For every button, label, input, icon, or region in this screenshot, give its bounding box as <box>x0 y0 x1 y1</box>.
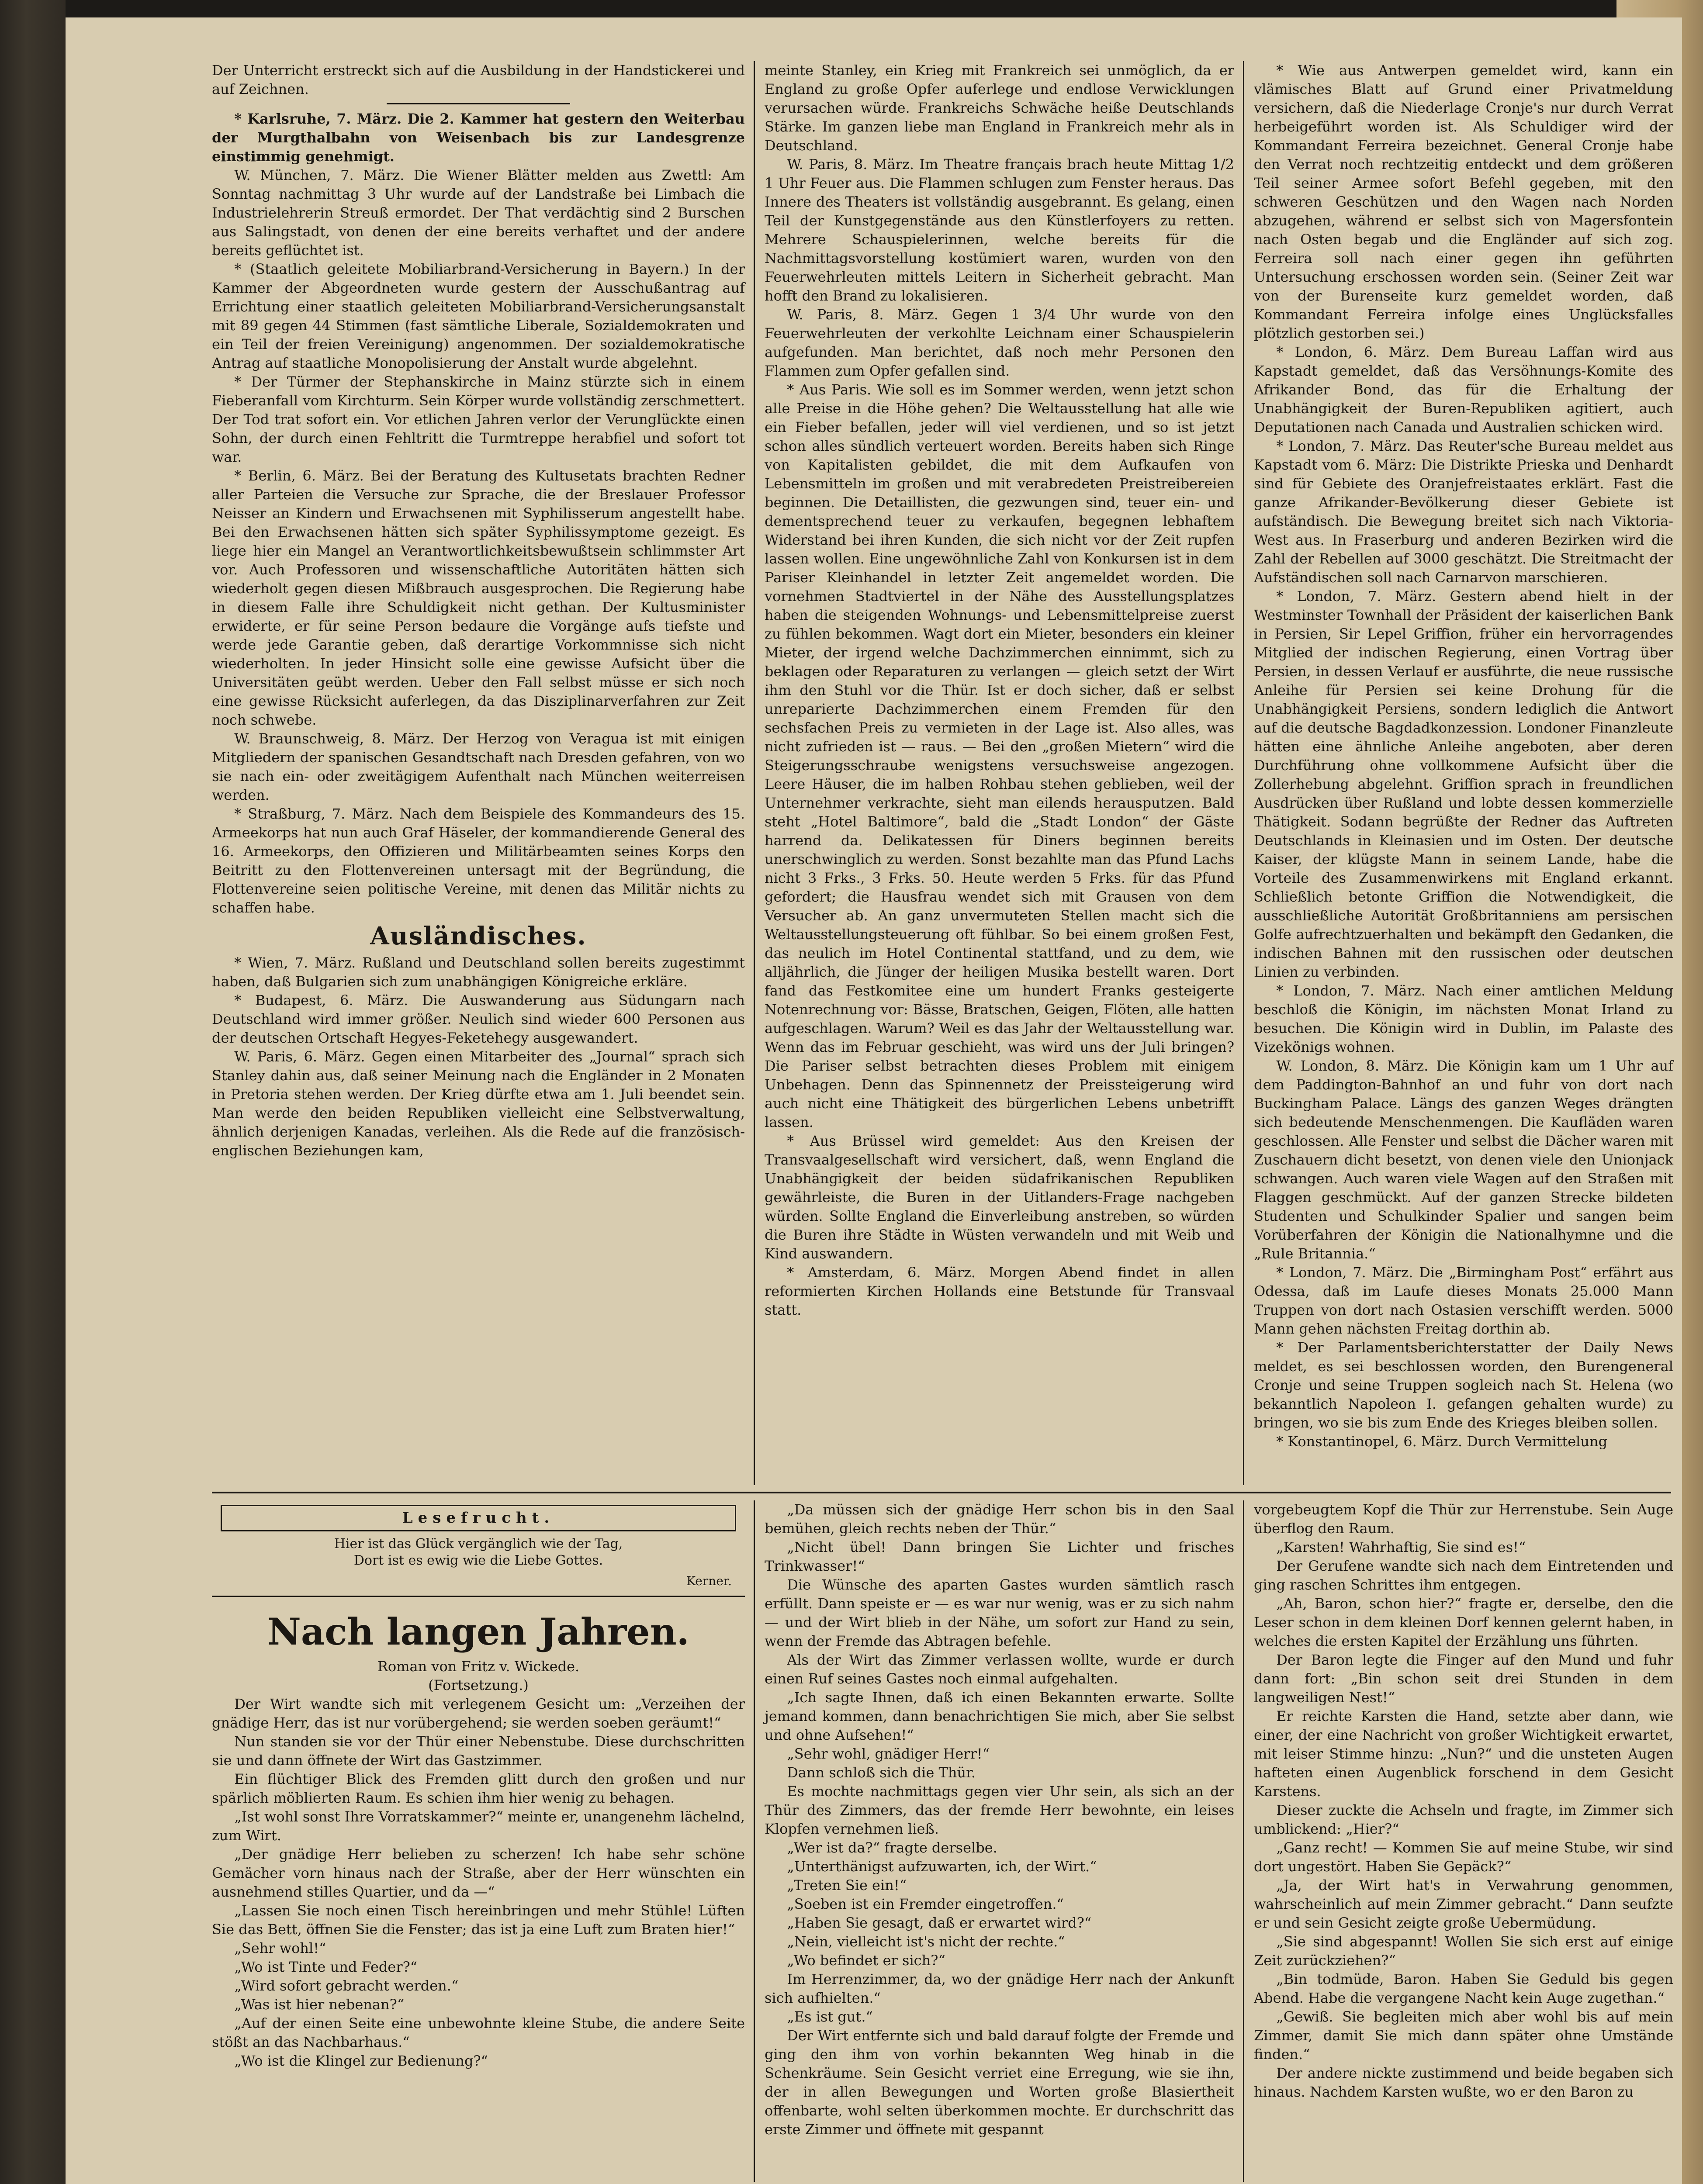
column-divider <box>1243 61 1244 1485</box>
paragraph: „Der gnädige Herr belieben zu scherzen! Ich habe sehr schöne Gemächer vorn hinaus nach der Straße, aber der Herr wünschten ein ausnehmend stilles Quartier, und da —“ <box>212 1846 745 1900</box>
feuilleton-column-2 <box>765 1500 1234 2139</box>
article: W. Braunschweig, 8. März. Der Herzog von Veragua ist mit einigen Mitgliedern der spanischen Gesandtschaft nach Dresden gefahren, von wo sie nach ein- oder zweitägigem Aufenthalt nach München weiterreisen werden. <box>212 730 745 803</box>
paragraph: Dieser zuckte die Achseln und fragte, im Zimmer sich umblickend: „Hier?“ <box>1254 1802 1673 1837</box>
paragraph: „Treten Sie ein!“ <box>787 1877 907 1894</box>
paragraph: Der Baron legte die Finger auf den Mund und fuhr dann fort: „Bin schon seit drei Stunden in dem langweiligen Nest!“ <box>1254 1652 1673 1706</box>
paragraph: Dann schloß sich die Thür. <box>787 1764 976 1781</box>
article: W. London, 8. März. Die Königin kam um 1 Uhr auf dem Paddington-Bahnhof an und fuhr von dort nach Buckingham Palace. Längs des ganzen Weges drängten sich bedeutende Menschenmengen. Die Kaufläden waren geschlossen. Alle Fenster und selbst die Dächer waren mit Zuschauern dicht besetzt, von denen viele den Unionjack schwangen. Auch waren viele Wagen auf den Straßen mit Flaggen geschmückt. Auf der ganzen Strecke bildeten Studenten und Schulkinder Spalier und sangen beim Vorüberfahren der Königin die Nationalhymne und die „Rule Britannia.“ <box>1254 1057 1673 1262</box>
paragraph: Der Wirt wandte sich mit verlegenem Gesicht um: „Verzeihen der gnädige Herr, das ist nur vorübergehend; sie werden soeben geräumt!“ <box>212 1696 745 1731</box>
short-rule <box>387 103 570 104</box>
article: * London, 7. März. Gestern abend hielt in der Westminster Townhall der Präsident der kaiserlichen Bank in Persien, Sir Lepel Griffion, früher ein hervorragendes Mitglied der indischen Regierung, einen Vortrag über Persien, in dessen Verlauf er ausführte, die neue russische Anleihe für Persien sei keine Drohung für die Unabhängigkeit Persiens, sondern lediglich die Antwort auf die deutsche Bagdadkonzession. Londoner Finanzleute hätten eine ähnliche Anleihe angeboten, aber deren Durchführung ohne vollkommene Aufsicht über die Zollerhebung abgelehnt. Griffion sprach in freundlichen Ausdrücken über Rußland und lobte dessen kommerzielle Thätigkeit. Sodann begrüßte der Redner das Auftreten Deutschlands in Kleinasien und im Osten. Der deutsche Kaiser, der klügste Mann in seinem Lande, habe die Vorteile des Zusammenwirkens mit England erkannt. Schließlich betonte Griffion die Notwendigkeit, die ausschließliche Autorität Großbritanniens am persischen Golfe aufrechtzuerhalten und bekämpft den Gedanken, die indischen Bahnen mit den russischen oder deutschen Linien zu verbinden. <box>1254 588 1673 980</box>
paragraph: „Ist wohl sonst Ihre Vorratskammer?“ meinte er, unangenehm lächelnd, zum Wirt. <box>212 1808 745 1844</box>
novel-title: Nach langen Jahren. <box>267 1610 689 1653</box>
novel-continuation: (Fortsetzung.) <box>428 1677 529 1693</box>
book-binding <box>0 0 66 2184</box>
article: * Berlin, 6. März. Bei der Beratung des Kultusetats brachten Redner aller Parteien die Versuche zur Sprache, die der Breslauer Professor Neisser an Kindern und Erwachsenen mit Syphilisserum angestellt habe. Bei den Erwachsenen hätten sich später Syphilissymptome gezeigt. Es liege hier ein Mangel an Verantwortlichkeitsbewußtsein schlimmster Art vor. Auch Professoren und wissenschaftliche Autoritäten hätten sich wiederholt gegen diesen Mißbrauch ausgesprochen. Die Regierung habe in diesem Falle ihre Schuldigkeit nicht gethan. Der Kultusminister erwiderte, er für seine Person bedaure die Vorgänge aufs tiefste und werde jede Garantie geben, daß derartige Vorkommnisse sich nicht wiederholten. In jeder Hinsicht solle eine gewisse Aufsicht über die Universitäten geübt werden. Ueber den Fall selbst müsse er sich noch eine gewisse Rücksicht auferlegen, da das Disziplinarverfahren zur Zeit noch schwebe. <box>212 467 745 728</box>
article: * Der Türmer der Stephanskirche in Mainz stürzte sich in einem Fieberanfall vom Kirchturm. Sein Körper wurde vollständig zerschmettert. Der Tod trat sofort ein. Vor etlichen Jahren verlor der Verunglückte einen Sohn, der durch einen Fehltritt die Turmtreppe herabfiel und sofort tot war. <box>212 373 745 465</box>
paragraph: „Nicht übel! Dann bringen Sie Lichter und frisches Trinkwasser!“ <box>765 1539 1234 1574</box>
article: * London, 7. März. Die „Birmingham Post“ erfährt aus Odessa, daß im Laufe dieses Monats 25.000 Mann Truppen von dort nach Ostasien verschifft werden. 5000 Mann gehen nächsten Freitag dorthin ab. <box>1254 1264 1673 1337</box>
article: * London, 7. März. Das Reuter'sche Bureau meldet aus Kapstadt vom 6. März: Die Distrikte Prieska und Denhardt sind für Gebiete des Oranjefreistaates erklärt. Fast die ganze Afrikander-Bevölkerung dieser Gebiete ist aufständisch. Die Bewegung breitet sich nach Viktoria-West aus. In Fraserburg und anderen Bezirken wird die Zahl der Rebellen auf 3000 geschätzt. Die Streitmacht der Aufständischen soll nach Carnarvon marschieren. <box>1254 438 1673 586</box>
column-3 <box>1254 61 1673 1451</box>
article: * Budapest, 6. März. Die Auswanderung aus Südungarn nach Deutschland wird immer größer. Neulich sind wieder 600 Personen aus der deutschen Ortschaft Hegyes-Feketehegy ausgewandert. <box>212 992 745 1046</box>
paragraph: Es mochte nachmittags gegen vier Uhr sein, als sich an der Thür des Zimmers, das der fremde Herr bewohnte, ein leises Klopfen vernehmen ließ. <box>765 1783 1234 1837</box>
paragraph: „Ganz recht! — Kommen Sie auf meine Stube, wir sind dort ungestört. Haben Sie Gepäck?“ <box>1254 1839 1673 1875</box>
paragraph: „Sie sind abgespannt! Wollen Sie sich erst auf einige Zeit zurückziehen?“ <box>1254 1933 1673 1969</box>
article: * Aus Paris. Wie soll es im Sommer werden, wenn jetzt schon alle Preise in die Höhe gehen? Die Weltausstellung hat alle wie ein Fieber befallen, jeder will viel verdienen, und so ist jetzt schon alles sündlich verteuert worden. Bereits haben sich Ringe von Kapitalisten gebildet, die mit dem Aufkaufen von Lebensmitteln im großen und mit verabredeten Preistreibereien beginnen. Die Detaillisten, die gezwungen sind, teuer ein- und dementsprechend teuer zu verkaufen, begegnen lebhaftem Widerstand bei ihren Kunden, die sich nicht vor der Zeit rupfen lassen wollen. Eine ungewöhnliche Zahl von Konkursen ist in dem Pariser Kleinhandel in letzter Zeit angemeldet worden. Die vornehmen Stadtviertel in der Nähe des Ausstellungsplatzes haben die steigenden Wohnungs- und Lebensmittelpreise zuerst zu fühlen bekommen. Wagt dort ein Mieter, besonders ein kleiner Mieter, der irgend welche Dachzimmerchen einnimmt, sich zu beklagen oder Reparaturen zu verlangen — gleich setzt der Wirt ihm den Stuhl vor die Thür. Ist er doch sicher, daß er selbst unreparierte Dachzimmerchen einem Fremden für den sechsfachen Preis zu vermieten in der Lage ist. Also alles, was nicht zufrieden ist — raus. — Bei den „großen Mietern“ wird die Steigerungsschraube wenigstens versuchsweise angezogen. Leere Häuser, die im halben Rohbau stehen geblieben, weil der Unternehmer verkrachte, sieht man eilends herausputzen. Bald steht „Hotel Baltimore“, bald die „Stadt London“ der Gäste harrend da. Delikatessen für Diners beginnen bereits unerschwinglich zu werden. Sonst bezahlte man das Pfund Lachs nicht 3 Frks., 3 Frks. 50. Heute werden 5 Frks. für das Pfund gefordert; die Hausfrau wendet sich mit Grausen von dem Versucher ab. An ganz unvermuteten Stellen macht sich die Weltausstellungsteuerung oft fühlbar. So bei einem großen Fest, das neulich im Hotel Continental stattfand, und zu dem, wie alljährlich, die Jünger der heiligen Musika bestellt waren. Dort fand das Festkomitee eine um hundert Franks gesteigerte Notenrechnung vor: Bässe, Bratschen, Geigen, Flöten, alle hatten aufgeschlagen. Warum? Weil es das Jahr der Weltausstellung war. Wenn das im Februar geschieht, was wird uns der Juli bringen? Die Pariser selbst betrachten dieses Problem mit einigem Unbehagen. Denn das Spinnennetz der Preissteigerung wird auch nicht eine Thätigkeit des bürgerlichen Lebens unbetrifft lassen. <box>765 381 1234 1130</box>
paragraph: „Wo ist Tinte und Feder?“ <box>234 1959 418 1975</box>
paragraph: Als der Wirt das Zimmer verlassen wollte, wurde er durch einen Ruf seines Gastes noch einmal aufgehalten. <box>765 1652 1234 1687</box>
paragraph: „Gewiß. Sie begleiten mich aber wohl bis auf mein Zimmer, damit Sie mich dann später ohne Umstände finden.“ <box>1254 2008 1673 2063</box>
paragraph: „Es ist gut.“ <box>787 2008 873 2025</box>
paragraph: „Wer ist da?“ fragte derselbe. <box>787 1839 997 1856</box>
feuilleton-column-3 <box>1254 1500 1673 2101</box>
article: * London, 6. März. Dem Bureau Laffan wird aus Kapstadt gemeldet, daß das Versöhnungs-Komite des Afrikander Bond, das für die Erhaltung der Unabhängigkeit der Buren-Republiken agitiert, auch Deputationen nach Canada und Australien schicken wird. <box>1254 344 1673 435</box>
column-1-lead: Der Unterricht erstreckt sich auf die Ausbildung in der Handstickerei und auf Zeichnen. <box>212 62 745 97</box>
article: * Konstantinopel, 6. März. Durch Vermittelung <box>1276 1433 1608 1450</box>
column-divider <box>754 1500 755 2182</box>
section-heading: Ausländisches. <box>370 922 587 950</box>
paragraph: „Soeben ist ein Fremder eingetroffen.“ <box>787 1896 1064 1912</box>
paragraph: „Was ist hier nebenan?“ <box>234 1996 405 2013</box>
paragraph: „Bin todmüde, Baron. Haben Sie Geduld bis gegen Abend. Habe die vergangene Nacht kein Auge zugethan.“ <box>1254 1971 1673 2006</box>
paragraph: „Haben Sie gesagt, daß er erwartet wird?“ <box>787 1914 1092 1931</box>
article: * (Staatlich geleitete Mobiliarbrand-Versicherung in Bayern.) In der Kammer der Abgeordneten wurde gestern der Ausschußantrag auf Errichtung einer staatlich geleiteten Mobiliarbrand-Versicherungsanstalt mit 89 gegen 44 Stimmen (fast sämtliche Liberale, Sozialdemokraten und ein Teil der freien Vereinigung) angenommen. Der sozialdemokratische Antrag auf staatliche Monopolisierung der Anstalt wurde abgelehnt. <box>212 261 745 371</box>
quote-author: Kerner. <box>686 1574 732 1588</box>
paragraph: Er reichte Karsten die Hand, setzte aber dann, wie einer, der eine Nachricht von großer Wichtigkeit erwartet, mit leiser Stimme hinzu: „Nun?“ und die unsteten Augen hafteten einen Augenblick forschend in dem Gesicht Karstens. <box>1254 1708 1673 1800</box>
column-1 <box>212 61 745 1160</box>
paragraph: „Ah, Baron, schon hier?“ fragte er, derselbe, den die Leser schon in dem kleinen Dorf kennen gelernt haben, in welches die ersten Kapitel der Erzählung uns führten. <box>1254 1595 1673 1649</box>
quote-line: Hier ist das Glück vergänglich wie der Tag, <box>334 1536 623 1552</box>
paragraph: Der andere nickte zustimmend und beide begaben sich hinaus. Nachdem Karsten wußte, wo er den Baron zu <box>1254 2065 1673 2100</box>
article: W. Paris, 6. März. Gegen einen Mitarbeiter des „Journal“ sprach sich Stanley dahin aus, daß seiner Meinung nach die Engländer in 2 Monaten in Pretoria stehen werden. Der Krieg dürfte etwa am 1. Juli beendet sein. Man werde den beiden Republiken vielleicht eine Selbstverwaltung, ähnlich derjenigen Kanadas, verleihen. Als die Rede auf die französisch-englischen Beziehungen kam, <box>212 1048 745 1159</box>
paragraph: Die Wünsche des aparten Gastes wurden sämtlich rasch erfüllt. Dann speiste er — es war nur wenig, was er zu sich nahm — und der Wirt blieb in der Nähe, um sofort zur Hand zu sein, wenn der Fremde das Abtragen befehle. <box>765 1576 1234 1649</box>
article: * Aus Brüssel wird gemeldet: Aus den Kreisen der Transvaalgesellschaft wird versichert, daß, wenn England die Unabhängigkeit der beiden südafrikanischen Republiken gewährleiste, die Buren in der Uitlanders-Frage nachgeben würden. Sollte England die Einverleibung anstreben, so würden die Buren ihre Städte in Wüsten verwandeln und mit Weib und Kind auswandern. <box>765 1133 1234 1262</box>
article: meinte Stanley, ein Krieg mit Frankreich sei unmöglich, da er England zu große Opfer auferlege und endlose Verwicklungen verursachen würde. Frankreichs Schwäche heiße Deutschlands Stärke. Im ganzen liebe man England in Frankreich mehr als in Deutschland. <box>765 62 1234 154</box>
paragraph: vorgebeugtem Kopf die Thür zur Herrenstube. Sein Auge überflog den Raum. <box>1254 1501 1673 1537</box>
paragraph: „Wo ist die Klingel zur Bedienung?“ <box>234 2053 488 2069</box>
paragraph: „Unterthänigst aufzuwarten, ich, der Wirt.“ <box>787 1858 1097 1875</box>
paragraph: Der Wirt entfernte sich und bald darauf folgte der Fremde und ging den ihm von vorhin bekannten Weg hinab in die Schenkräume. Sein Gesicht verriet eine Erregung, wie sie ihn, der in allen Bewegungen und Worten große Blasiertheit offenbarte, wohl selten überkommen mochte. Er durchschritt das erste Zimmer und öffnete mit gespannt <box>765 2027 1234 2138</box>
article: * Wien, 7. März. Rußland und Deutschland sollen bereits zugestimmt haben, daß Bulgarien sich zum unabhängigen Königreiche erkläre. <box>212 954 745 990</box>
paragraph: „Ja, der Wirt hat's in Verwahrung genommen, wahrscheinlich auf mein Zimmer gebracht.“ Dann seufzte er und sein Gesicht zeigte große Uebermüdung. <box>1254 1877 1673 1931</box>
box-title: Lesefrucht. <box>221 1505 736 1531</box>
article: * Straßburg, 7. März. Nach dem Beispiele des Kommandeurs des 15. Armeekorps hat nun auch Graf Häseler, der kommandierende General des 16. Armeekorps, den Offizieren und Militärbeamten seines Korps den Beitritt zu den Flottenvereinen untersagt mit der Begründung, die Flottenvereine seien politische Vereine, mit denen das Militär nichts zu schaffen habe. <box>212 805 745 916</box>
column-2 <box>765 61 1234 1320</box>
article: * Der Parlamentsberichterstatter der Daily News meldet, es sei beschlossen worden, den Burengeneral Cronje und seine Truppen sogleich nach St. Helena (wo bekanntlich Napoleon I. gefangen gehalten wurde) zu bringen, wo sie bis zum Ende des Krieges bleiben sollen. <box>1254 1339 1673 1431</box>
article: * Amsterdam, 6. März. Morgen Abend findet in allen reformierten Kirchen Hollands eine Betstunde für Transvaal statt. <box>765 1264 1234 1318</box>
article: W. Paris, 8. März. Gegen 1 3/4 Uhr wurde von den Feuerwehrleuten der verkohlte Leichnam einer Schauspielerin aufgefunden. Man berichtet, daß noch mehr Personen den Flammen zum Opfer gefallen sind. <box>765 306 1234 379</box>
novel-subtitle: Roman von Fritz v. Wickede. <box>377 1658 580 1675</box>
paragraph: „Nein, vielleicht ist's nicht der rechte.“ <box>787 1933 1065 1950</box>
paragraph: „Wird sofort gebracht werden.“ <box>234 1977 459 1994</box>
paragraph: Nun standen sie vor der Thür einer Nebenstube. Diese durchschritten sie und dann öffnete der Wirt das Gastzimmer. <box>212 1733 745 1769</box>
column-divider <box>1243 1500 1244 2182</box>
feuilleton-rule <box>212 1492 1671 1493</box>
paragraph: Ein flüchtiger Blick des Fremden glitt durch den großen und nur spärlich möblierten Raum. Es schien ihm hier wenig zu behagen. <box>212 1771 745 1806</box>
paragraph: „Karsten! Wahrhaftig, Sie sind es!“ <box>1276 1539 1526 1555</box>
newspaper-page <box>66 17 1682 2184</box>
article: * Wie aus Antwerpen gemeldet wird, kann ein vlämisches Blatt auf Grund einer Privatmeldung versichern, daß die Niederlage Cronje's nur durch Verrat herbeigeführt worden ist. Als Schuldiger wird der Kommandant Ferreira bezeichnet. General Cronje habe den Verrat noch rechtzeitig entdeckt und dem größeren Teil seiner Armee sofort Befehl gegeben, mit den schweren Geschützen und den Wagen nach Norden abzugehen, während er selbst sich von Magersfontein nach Osten begab und die Engländer auf sich zog. Ferreira soll nach einer gegen ihn geführten Untersuchung erschossen worden sein. (Seiner Zeit war von der Burenseite kurz gemeldet worden, daß Kommandant Ferreira infolge eines Unglücksfalles plötzlich gestorben sei.) <box>1254 62 1673 342</box>
article: W. München, 7. März. Die Wiener Blätter melden aus Zwettl: Am Sonntag nachmittag 3 Uhr wurde auf der Landstraße bei Limbach die Industrielehrerin Streuß ermordet. Der That verdächtig sind 2 Burschen aus Salingstadt, von denen der eine bereits verhaftet und der andere bereits geflüchtet ist. <box>212 167 745 259</box>
quote-line: Dort ist es ewig wie die Liebe Gottes. <box>353 1553 603 1568</box>
article: * Karlsruhe, 7. März. Die 2. Kammer hat gestern den Weiterbau der Murgthalbahn von Weisenbach bis zur Landesgrenze einstimmig genehmigt. <box>212 111 745 165</box>
paragraph: „Sehr wohl!“ <box>234 1940 326 1956</box>
paragraph: „Lassen Sie noch einen Tisch hereinbringen und mehr Stühle! Lüften Sie das Bett, öffnen Sie die Fenster; das ist ja eine Luft zum Braten hier!“ <box>212 1902 745 1938</box>
paragraph: Der Gerufene wandte sich nach dem Eintretenden und ging raschen Schrittes ihm entgegen. <box>1254 1558 1673 1593</box>
feuilleton-column-1 <box>212 1500 745 2070</box>
paragraph: „Wo befindet er sich?“ <box>787 1952 945 1969</box>
paragraph: „Da müssen sich der gnädige Herr schon bis in den Saal bemühen, gleich rechts neben der Thür.“ <box>765 1501 1234 1537</box>
paragraph: „Auf der einen Seite eine unbewohnte kleine Stube, die andere Seite stößt an das Nachbarhaus.“ <box>212 2015 745 2050</box>
column-divider <box>754 61 755 1485</box>
paragraph: Im Herrenzimmer, da, wo der gnädige Herr nach der Ankunft sich aufhielten.“ <box>765 1971 1234 2006</box>
rule <box>212 1596 745 1597</box>
paragraph: „Ich sagte Ihnen, daß ich einen Bekannten erwarte. Sollte jemand kommen, dann benachrichtigen Sie mich, aber Sie selbst und ohne Aufsehen!“ <box>765 1689 1234 1743</box>
article: W. Paris, 8. März. Im Theatre français brach heute Mittag 1/2 1 Uhr Feuer aus. Die Flammen schlugen zum Fenster heraus. Das Innere des Theaters ist vollständig ausgebrannt. Es gelang, einen Teil der Kunstgegenstände aus den Künstlerfoyers zu retten. Mehrere Schauspielerinnen, welche bereits für die Nachmittagsvorstellung kostümiert waren, wurden von den Feuerwehrleuten mittels Leitern in Sicherheit gebracht. Man hofft den Brand zu lokalisieren. <box>765 156 1234 304</box>
paragraph: „Sehr wohl, gnädiger Herr!“ <box>787 1745 990 1762</box>
article: * London, 7. März. Nach einer amtlichen Meldung beschloß die Königin, im nächsten Monat Irland zu besuchen. Die Königin wird in Dublin, im Palaste des Vizekönigs wohnen. <box>1254 982 1673 1055</box>
